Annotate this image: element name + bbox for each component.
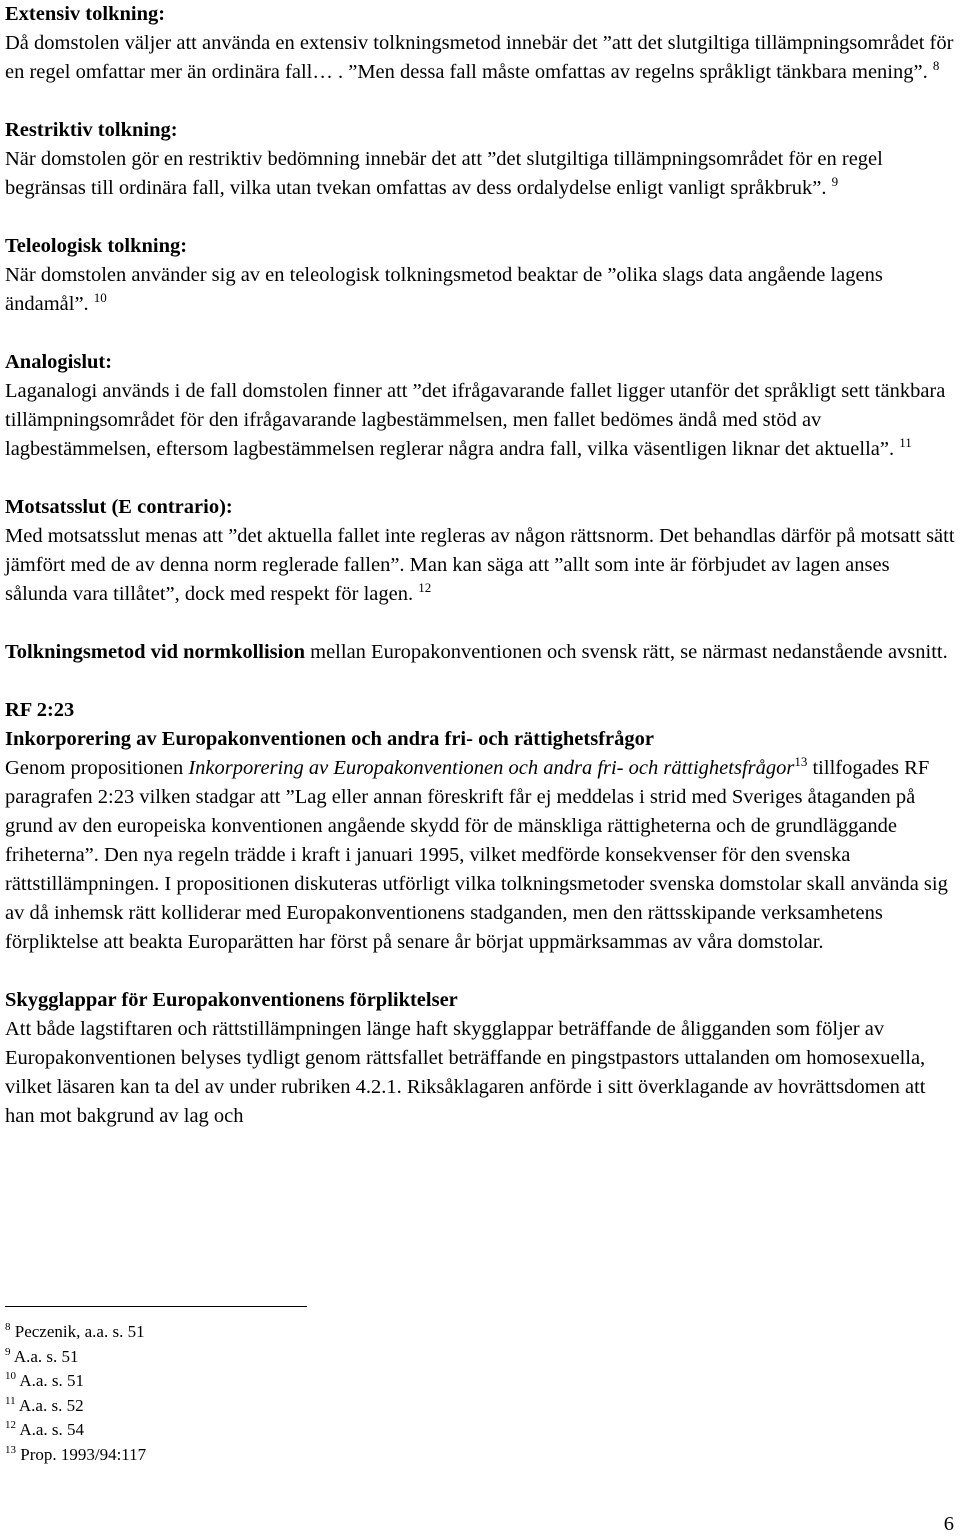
normkollision-bold: Tolkningsmetod vid normkollision (5, 641, 306, 663)
footnote-ref: 11 (899, 435, 912, 450)
footnote-ref: 10 (93, 290, 107, 305)
footnote: $^9$ A.a. s. 51 (5, 1345, 79, 1366)
document-page (5, 0, 957, 1131)
footnote: $^{12}$ A.a. s. 54 (5, 1419, 85, 1439)
section-body: Med motsatsslut menas att ”det aktuella fallet inte regleras av någon rättsnorm. Det behandlas därför på motsatt sätt jämfört med de av denna norm reglerade fallen”. Man kan säga att ”allt som inte är förbjudet av lagen anses sålunda vara tillåtet”, dock med respekt för lagen. $^{12}$ (5, 525, 955, 605)
section-motsatsslut (5, 493, 957, 609)
section-heading: Restriktiv tolkning: (5, 119, 178, 141)
rf-heading: RF 2:23 (5, 699, 75, 721)
section-body: Att både lagstiftaren och rättstillämpningen länge haft skygglappar beträffande de åligganden som följer av Europakonventionen belyses tydligt genom rättsfallet beträffande en pingstpastors uttalanden om homosexuella, vilket läsaren kan ta del av under rubriken 4.2.1. Riksåklagaren anförde i sitt överklagande av hovrättsdomen att han mot bakgrund av lag och (5, 1018, 926, 1127)
section-teleologisk (5, 232, 957, 319)
rf-body: Genom propositionen Inkorporering av Europakonventionen och andra fri- och rättighetsfrågor$^{13}$ tillfogades RF paragrafen 2:23 vilken stadgar att ”Lag eller annan föreskrift får ej meddelas i strid med Sveriges åtaganden på grund av den europeiska konventionen angående skydd för de mänskliga rättigheterna och de grundläggande friheterna”. Den nya regeln trädde i kraft i januari 1995, vilket medförde konsekvenser för den svenska rättstillämpningen. I propositionen diskuteras utförligt vilka tolkningsmetoder svenska domstolar skall använda sig av då inhemsk rätt kolliderar med Europakonventionens stadganden, men den rättsskipande verksamhetens förpliktelse att beakta Europarätten har först på senare år börjat uppmärksammas av våra domstolar. (5, 754, 948, 953)
section-body: Laganalogi används i de fall domstolen finner att ”det ifrågavarande fallet ligger utanför det språkligt sett tänkbara tillämpningsområdet för den ifrågavarande lagbestämmelsen, men fallet bedömes ändå med stöd av lagbestämmelsen, eftersom lagbestämmelsen reglerar några andra fall, vilka väsentligen liknar det aktuella”. $^{11}$ (5, 380, 946, 460)
normkollision-paragraph: Tolkningsmetod vid normkollision mellan Europakonventionen och svensk rätt, se närmast nedanstående avsnitt. (5, 641, 948, 663)
footnote-ref: 13 (794, 754, 808, 769)
section-body: Då domstolen väljer att använda en extensiv tolkningsmetod innebär det ”att det slutgiltiga tillämpningsområdet för en regel omfattar mer än ordinära fall… . ”Men dessa fall måste omfattas av regelns språkligt tänkbara mening”. $^8$ (5, 32, 954, 83)
section-rf (5, 696, 957, 957)
footnote: $^{13}$ Prop. 1993/94:117 (5, 1443, 147, 1464)
section-body: När domstolen använder sig av en teleologisk tolkningsmetod beaktar de ”olika slags data angående lagens ändamål”. $^{10}$ (5, 264, 883, 315)
footnote-ref: 8 (932, 58, 940, 73)
section-analogislut (5, 348, 957, 464)
section-heading: Analogislut: (5, 351, 113, 373)
section-skygglappar (5, 986, 957, 1131)
proposition-title: Inkorporering av Europakonventionen och andra fri- och rättighetsfrågor (188, 757, 795, 779)
footnote-ref: 12 (418, 580, 432, 595)
section-heading: Motsatsslut (E contrario): (5, 496, 233, 518)
rf-subheading: Inkorporering av Europakonventionen och andra fri- och rättighetsfrågor (5, 728, 654, 750)
footnote-separator (5, 1306, 307, 1307)
section-heading: Extensiv tolkning: (5, 3, 166, 25)
section-extensiv (5, 0, 957, 87)
footnote-ref: 9 (831, 174, 839, 189)
section-restriktiv (5, 116, 957, 203)
footnotes (5, 1320, 146, 1467)
section-body: När domstolen gör en restriktiv bedömning innebär det att ”det slutgiltiga tillämpningsområdet för en regel begränsas till ordinära fall, vilka utan tvekan omfattas av dess ordalydelse enligt vanligt språkbruk”. $^9$ (5, 148, 883, 199)
section-heading: Teleologisk tolkning: (5, 235, 188, 257)
footnote: $^{10}$ A.a. s. 51 (5, 1370, 85, 1390)
page-number: 6 (943, 1513, 954, 1535)
footnote: $^8$ Peczenik, a.a. s. 51 (5, 1321, 145, 1341)
section-heading: Skygglappar för Europakonventionens förpliktelser (5, 989, 458, 1011)
footnote: $^{11}$ A.a. s. 52 (5, 1394, 84, 1415)
